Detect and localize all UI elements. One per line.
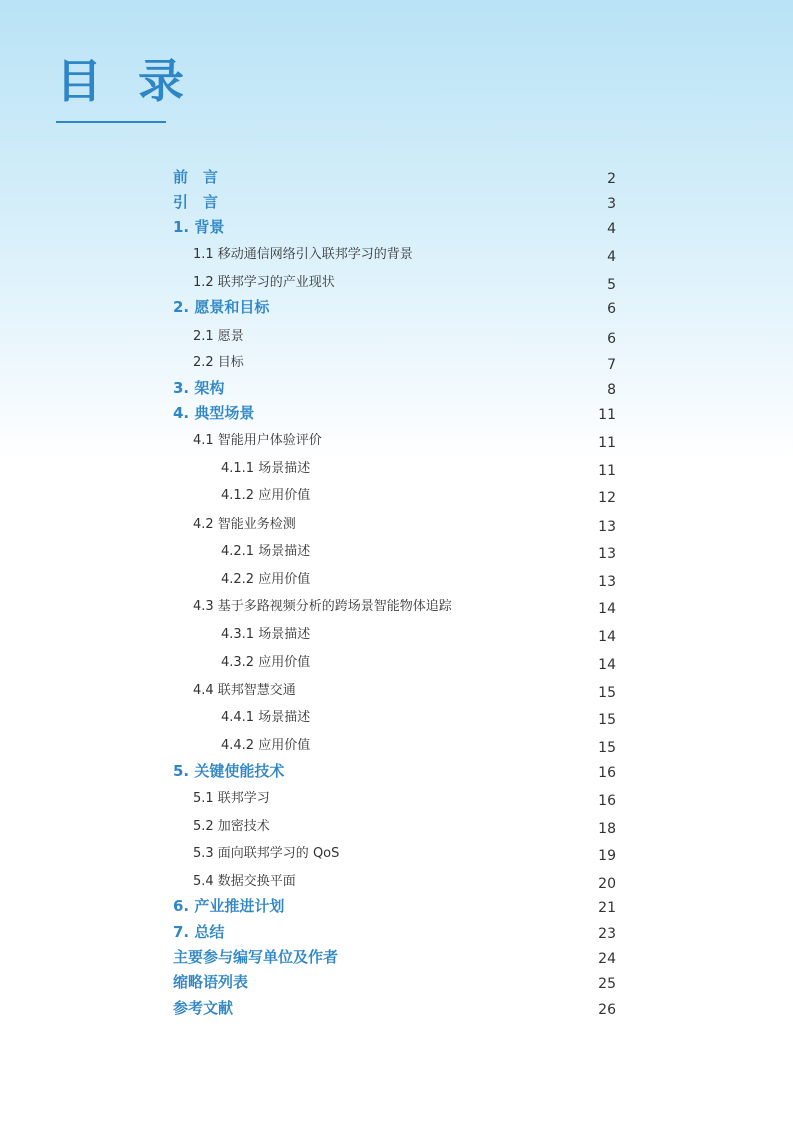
- toc-entry-label: 4.4 联邦智慧交通: [193, 683, 296, 698]
- toc-entry-section-4-1[interactable]: [0, 430, 793, 452]
- toc-entry-label: 前 言: [173, 168, 219, 186]
- toc-entry-page: 13: [598, 519, 616, 535]
- toc-entry-abbreviations[interactable]: [0, 971, 793, 993]
- toc-entry-contributors[interactable]: [0, 946, 793, 968]
- toc-entry-page: 4: [607, 221, 616, 237]
- toc-entry-section-4-3-2[interactable]: [0, 652, 793, 674]
- toc-entry-preface[interactable]: [0, 166, 793, 188]
- toc-entry-section-4-3-1[interactable]: [0, 624, 793, 646]
- page-title: 目 录: [56, 54, 195, 108]
- toc-entry-page: 14: [598, 629, 616, 645]
- toc-entry-label: 5.4 数据交换平面: [193, 874, 296, 889]
- toc-entry-page: 2: [607, 171, 616, 187]
- toc-entry-page: 14: [598, 601, 616, 617]
- toc-entry-label: 1.2 联邦学习的产业现状: [193, 275, 335, 290]
- toc-entry-references[interactable]: [0, 997, 793, 1019]
- toc-entry-label: 1.1 移动通信网络引入联邦学习的背景: [193, 247, 413, 262]
- toc-entry-page: 3: [607, 196, 616, 212]
- toc-entry-page: 14: [598, 657, 616, 673]
- toc-entry-label: 缩略语列表: [173, 973, 249, 991]
- toc-entry-section-4-2-2[interactable]: [0, 569, 793, 591]
- toc-entry-page: 12: [598, 490, 616, 506]
- toc-entry-page: 24: [598, 951, 616, 967]
- toc-entry-label: 1. 背景: [173, 218, 225, 236]
- toc-entry-label: 3. 架构: [173, 379, 225, 397]
- toc-entry-page: 21: [598, 900, 616, 916]
- toc-entry-label: 2.1 愿景: [193, 329, 244, 344]
- toc-entry-label: 4.3.1 场景描述: [221, 627, 311, 642]
- toc-entry-page: 6: [607, 301, 616, 317]
- toc-entry-label: 5.2 加密技术: [193, 819, 270, 834]
- toc-entry-page: 11: [598, 407, 616, 423]
- toc-entry-introduction[interactable]: [0, 191, 793, 213]
- toc-entry-label: 4.2.1 场景描述: [221, 544, 311, 559]
- toc-entry-label: 6. 产业推进计划: [173, 897, 285, 915]
- toc-entry-page: 15: [598, 685, 616, 701]
- toc-entry-page: 25: [598, 976, 616, 992]
- toc-entry-page: 11: [598, 435, 616, 451]
- toc-entry-label: 4.3 基于多路视频分析的跨场景智能物体追踪: [193, 599, 452, 614]
- toc-entry-page: 13: [598, 546, 616, 562]
- toc-entry-section-4-2-1[interactable]: [0, 541, 793, 563]
- toc-entry-section-2-2[interactable]: [0, 352, 793, 374]
- toc-entry-page: 15: [598, 740, 616, 756]
- toc-entry-section-4-4-2[interactable]: [0, 735, 793, 757]
- toc-entry-label: 4. 典型场景: [173, 404, 255, 422]
- toc-entry-section-1-1[interactable]: [0, 244, 793, 266]
- toc-entry-label: 5.3 面向联邦学习的 QoS: [193, 846, 340, 861]
- toc-entry-label: 5.1 联邦学习: [193, 791, 270, 806]
- toc-entry-page: 26: [598, 1002, 616, 1018]
- toc-entry-page: 16: [598, 793, 616, 809]
- toc-entry-page: 23: [598, 926, 616, 942]
- toc-entry-section-5-1[interactable]: [0, 788, 793, 810]
- toc-entry-page: 6: [607, 331, 616, 347]
- toc-entry-label: 4.2 智能业务检测: [193, 517, 296, 532]
- toc-entry-chapter-7[interactable]: [0, 921, 793, 943]
- toc-entry-page: 18: [598, 821, 616, 837]
- toc-entry-page: 4: [607, 249, 616, 265]
- toc-entry-chapter-6[interactable]: [0, 895, 793, 917]
- toc-entry-chapter-2[interactable]: [0, 296, 793, 318]
- toc-entry-label: 4.4.1 场景描述: [221, 710, 311, 725]
- toc-entry-page: 16: [598, 765, 616, 781]
- toc-entry-chapter-3[interactable]: [0, 377, 793, 399]
- toc-entry-section-5-4[interactable]: [0, 871, 793, 893]
- toc-entry-page: 20: [598, 876, 616, 892]
- toc-entry-label: 7. 总结: [173, 923, 225, 941]
- toc-entry-label: 4.1.1 场景描述: [221, 461, 311, 476]
- toc-entry-label: 5. 关键使能技术: [173, 762, 285, 780]
- toc-entry-page: 8: [607, 382, 616, 398]
- toc-entry-label: 4.1 智能用户体验评价: [193, 433, 322, 448]
- toc-entry-section-1-2[interactable]: [0, 272, 793, 294]
- toc-entry-page: 15: [598, 712, 616, 728]
- toc-entry-section-2-1[interactable]: [0, 326, 793, 348]
- toc-entry-label: 4.2.2 应用价值: [221, 572, 311, 587]
- toc-entry-section-4-3[interactable]: [0, 596, 793, 618]
- toc-entry-label: 2.2 目标: [193, 355, 244, 370]
- toc-entry-section-4-1-2[interactable]: [0, 485, 793, 507]
- toc-entry-section-4-1-1[interactable]: [0, 458, 793, 480]
- toc-entry-label: 2. 愿景和目标: [173, 298, 270, 316]
- toc-entry-chapter-1[interactable]: [0, 216, 793, 238]
- toc-entry-section-4-2[interactable]: [0, 514, 793, 536]
- toc-entry-chapter-4[interactable]: [0, 402, 793, 424]
- toc-entry-section-4-4[interactable]: [0, 680, 793, 702]
- toc-entry-label: 主要参与编写单位及作者: [173, 948, 339, 966]
- toc-entry-label: 引 言: [173, 193, 219, 211]
- toc-entry-page: 19: [598, 848, 616, 864]
- toc-entry-page: 7: [607, 357, 616, 373]
- toc-entry-section-4-4-1[interactable]: [0, 707, 793, 729]
- toc-entry-page: 5: [607, 277, 616, 293]
- toc-entry-label: 4.3.2 应用价值: [221, 655, 311, 670]
- toc-entry-section-5-3[interactable]: [0, 843, 793, 865]
- toc-entry-chapter-5[interactable]: [0, 760, 793, 782]
- toc-entry-label: 参考文献: [173, 999, 234, 1017]
- toc-entry-label: 4.4.2 应用价值: [221, 738, 311, 753]
- toc-entry-page: 11: [598, 463, 616, 479]
- toc-entry-page: 13: [598, 574, 616, 590]
- toc-entry-label: 4.1.2 应用价值: [221, 488, 311, 503]
- toc-entry-section-5-2[interactable]: [0, 816, 793, 838]
